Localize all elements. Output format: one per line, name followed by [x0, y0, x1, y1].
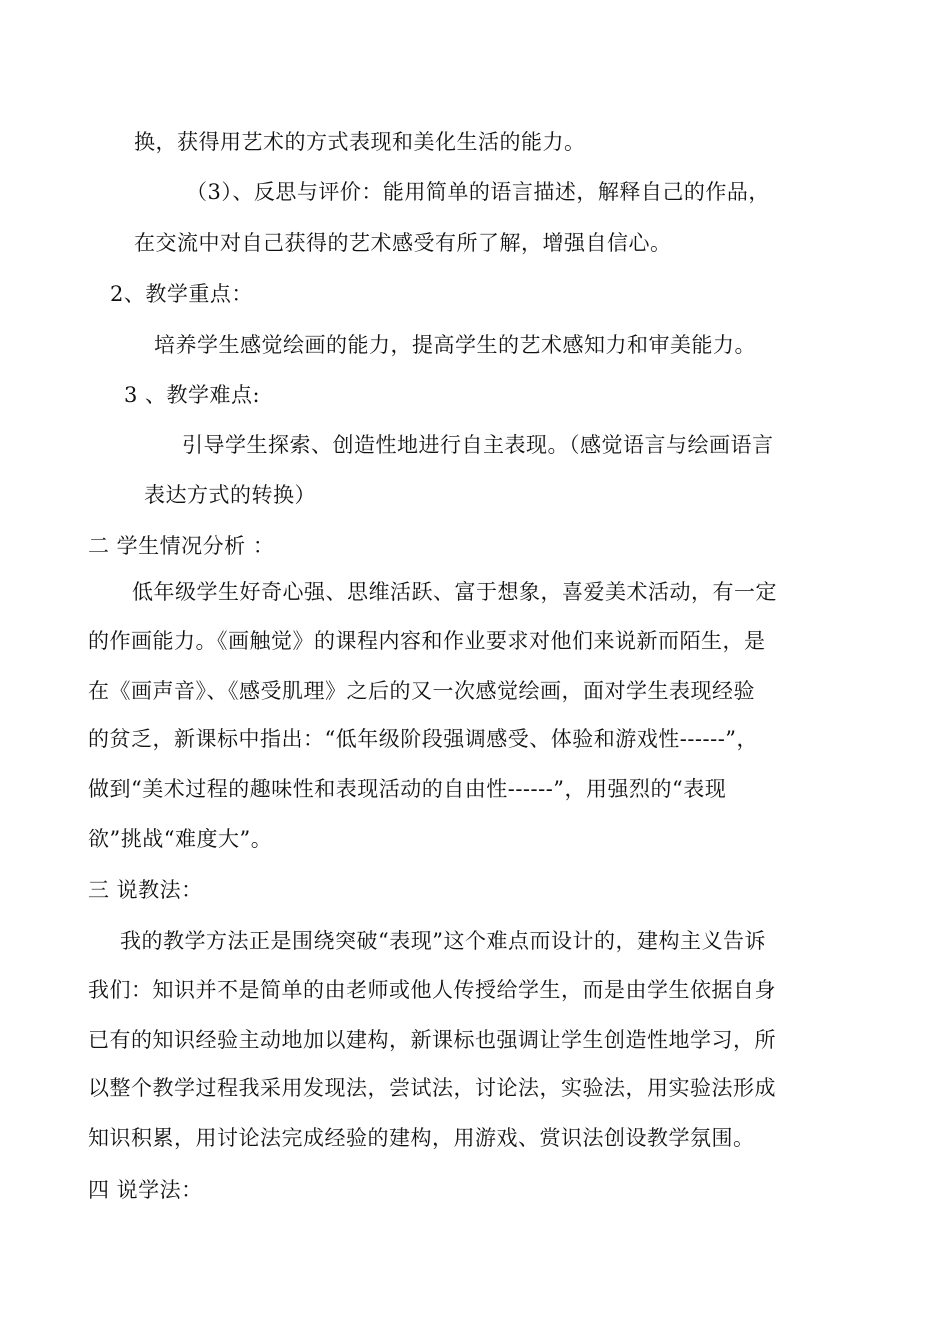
text-line: 的贫乏，新课标中指出：“低年级阶段强调感受、体验和游戏性------”，	[88, 727, 759, 751]
text-line: 知识积累，用讨论法完成经验的建构，用游戏、赏识法创设教学氛围。	[88, 1126, 755, 1150]
section-heading: 2、教学重点：	[110, 282, 253, 306]
section-heading: 3 、教学难点:	[124, 383, 261, 407]
text-line: 我的教学方法正是围绕突破“表现”这个难点而设计的，建构主义告诉	[120, 929, 766, 953]
text-line: 的作画能力。《画触觉》的课程内容和作业要求对他们来说新而陌生，是	[88, 629, 766, 653]
text-line: 引导学生探索、创造性地进行自主表现。（感觉语言与绘画语言	[182, 433, 774, 457]
text-line: 欲”挑战“难度大”。	[88, 827, 273, 851]
section-heading: 二 学生情况分析 ：	[88, 534, 275, 558]
text-line: 在《画声音》、《感受肌理》之后的又一次感觉绘画，面对学生表现经验	[88, 679, 755, 703]
text-line: 表达方式的转换）	[144, 483, 316, 507]
text-line: 已有的知识经验主动地加以建构，新课标也强调让学生创造性地学习，所	[88, 1028, 776, 1052]
text-line: 换，获得用艺术的方式表现和美化生活的能力。	[134, 130, 586, 154]
text-line: 培养学生感觉绘画的能力，提高学生的艺术感知力和审美能力。	[154, 333, 756, 357]
text-line: 在交流中对自己获得的艺术感受有所了解，增强自信心。	[134, 231, 672, 255]
text-line: 以整个教学过程我采用发现法，尝试法，讨论法，实验法，用实验法形成	[88, 1076, 776, 1100]
section-heading: 四 说学法：	[88, 1178, 203, 1202]
text-line: 低年级学生好奇心强、思维活跃、富于想象，喜爱美术活动，有一定	[132, 580, 777, 604]
text-line: 做到“美术过程的趣味性和表现活动的自由性------”，用强烈的“表现	[88, 777, 727, 801]
section-heading: 三 说教法：	[88, 878, 203, 902]
text-line: （3）、反思与评价：能用简单的语言描述，解释自己的作品，	[186, 180, 770, 204]
text-line: 我们：知识并不是简单的由老师或他人传授给学生，而是由学生依据自身	[88, 978, 776, 1002]
